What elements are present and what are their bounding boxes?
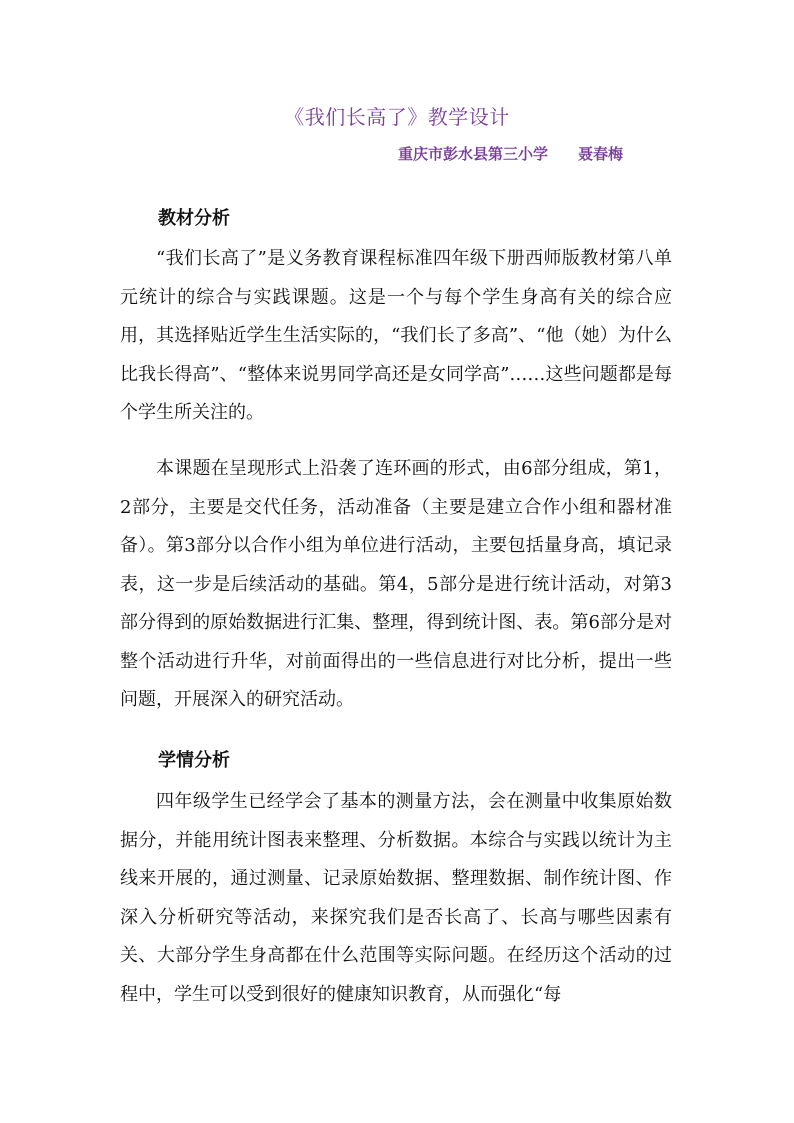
section-heading-student-analysis: 学情分析 bbox=[158, 750, 230, 771]
section-heading-textbook-analysis: 教材分析 bbox=[158, 208, 230, 229]
author-school: 重庆市彭水县第三小学 bbox=[398, 145, 549, 163]
author-name: 聂春梅 bbox=[578, 145, 624, 163]
author-line bbox=[398, 143, 623, 165]
document-title: 《我们长高了》教学设计 bbox=[284, 105, 510, 129]
paragraph-student-analysis-1: 四年级学生已经学会了基本的测量方法，会在测量中收集原始数据分，并能用统计图表来整理、分析数据。本综合与实践以统计为主线来开展的，通过测量、记录原始数据、整理数据、制作统计图、作深入分析研究等活动，来探究我们是否长高了、长高与哪些因素有关、大部分学生身高都在什么范围等实际问题。在经历这个活动的过程中，学生可以受到很好的健康知识教育，从而强化“每 bbox=[120, 791, 672, 1005]
paragraph-textbook-analysis-1: “我们长高了”是义务教育课程标准四年级下册西师版教材第八单元统计的综合与实践课题。这是一个与每个学生身高有关的综合应用，其选择贴近学生生活实际的，“我们长了多高”、“他（她）为什么比我长得高”、“整体来说男同学高还是女同学高”……这些问题都是每个学生所关注的。 bbox=[120, 248, 672, 423]
paragraph-textbook-analysis-2: 本课题在呈现形式上沿袭了连环画的形式，由6部分组成，第1，2部分，主要是交代任务，活动准备（主要是建立合作小组和器材准备）。第3部分以合作小组为单位进行活动，主要包括量身高，填记录表，这一步是后续活动的基础。第4，5部分是进行统计活动，对第3部分得到的原始数据进行汇集、整理，得到统计图、表。第6部分是对整个活动进行升华，对前面得出的一些信息进行对比分析，提出一些问题，开展深入的研究活动。 bbox=[120, 458, 672, 710]
